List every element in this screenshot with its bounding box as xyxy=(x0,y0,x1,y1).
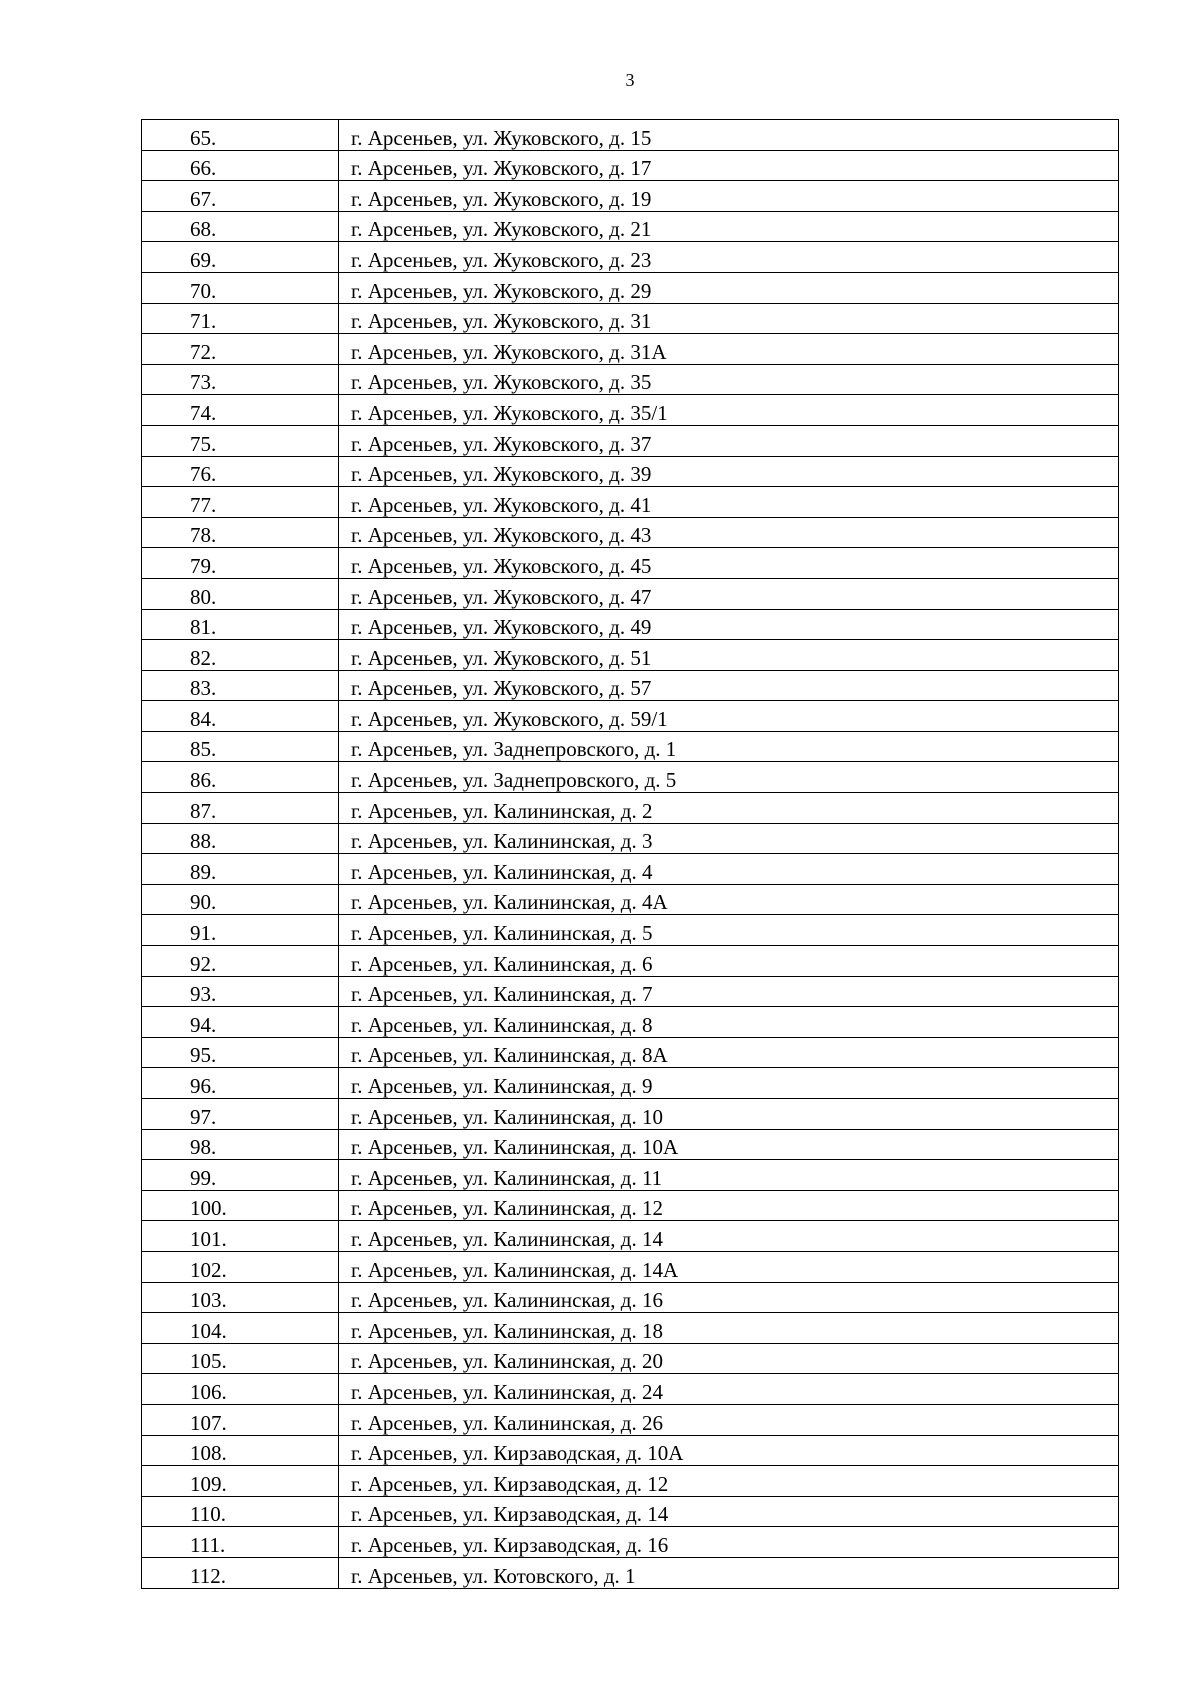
row-number: 81. xyxy=(190,615,217,640)
row-number: 107. xyxy=(190,1410,227,1435)
address-text: г. Арсеньев, ул. Калининская, д. 2 xyxy=(351,798,653,823)
row-number-cell xyxy=(142,1282,339,1313)
row-number-cell xyxy=(142,1129,339,1160)
table-row xyxy=(142,884,1119,915)
row-number-cell xyxy=(142,884,339,915)
table-row xyxy=(142,1374,1119,1405)
address-text: г. Арсеньев, ул. Жуковского, д. 41 xyxy=(351,492,652,517)
row-number: 85. xyxy=(190,737,217,762)
page-number: 3 xyxy=(625,70,635,90)
address-cell xyxy=(339,303,1119,334)
row-number: 100. xyxy=(190,1196,227,1221)
row-number: 110. xyxy=(190,1502,226,1527)
row-number: 70. xyxy=(190,278,217,303)
row-number-cell xyxy=(142,1343,339,1374)
address-cell xyxy=(339,1404,1119,1435)
row-number: 76. xyxy=(190,462,217,487)
row-number: 77. xyxy=(190,492,217,517)
table-row xyxy=(142,120,1119,151)
address-text: г. Арсеньев, ул. Жуковского, д. 39 xyxy=(351,462,652,487)
table-row xyxy=(142,1404,1119,1435)
address-cell xyxy=(339,120,1119,151)
address-cell xyxy=(339,517,1119,548)
row-number-cell xyxy=(142,272,339,303)
row-number: 98. xyxy=(190,1135,217,1160)
address-text: г. Арсеньев, ул. Калининская, д. 10А xyxy=(351,1135,679,1160)
address-cell xyxy=(339,1099,1119,1130)
table-row xyxy=(142,1099,1119,1130)
table-row xyxy=(142,487,1119,518)
row-number: 65. xyxy=(190,125,217,150)
address-text: г. Арсеньев, ул. Жуковского, д. 23 xyxy=(351,247,652,272)
address-text: г. Арсеньев, ул. Калининская, д. 3 xyxy=(351,829,653,854)
address-cell xyxy=(339,946,1119,977)
table-row xyxy=(142,1221,1119,1252)
row-number-cell xyxy=(142,303,339,334)
address-cell xyxy=(339,640,1119,671)
row-number: 90. xyxy=(190,890,217,915)
table-row xyxy=(142,242,1119,273)
row-number-cell xyxy=(142,609,339,640)
row-number-cell xyxy=(142,1404,339,1435)
table-row xyxy=(142,211,1119,242)
row-number: 106. xyxy=(190,1379,227,1404)
row-number: 94. xyxy=(190,1012,217,1037)
address-text: г. Арсеньев, ул. Кирзаводская, д. 16 xyxy=(351,1532,669,1557)
address-text: г. Арсеньев, ул. Калининская, д. 20 xyxy=(351,1349,663,1374)
row-number-cell xyxy=(142,793,339,824)
row-number: 103. xyxy=(190,1288,227,1313)
address-text: г. Арсеньев, ул. Жуковского, д. 37 xyxy=(351,431,652,456)
address-text: г. Арсеньев, ул. Жуковского, д. 59/1 xyxy=(351,706,668,731)
address-text: г. Арсеньев, ул. Жуковского, д. 51 xyxy=(351,645,652,670)
address-text: г. Арсеньев, ул. Жуковского, д. 35/1 xyxy=(351,400,668,425)
table-row xyxy=(142,701,1119,732)
row-number-cell xyxy=(142,1251,339,1282)
address-cell xyxy=(339,456,1119,487)
table-row xyxy=(142,823,1119,854)
address-text: г. Арсеньев, ул. Жуковского, д. 29 xyxy=(351,278,652,303)
row-number-cell xyxy=(142,487,339,518)
address-cell xyxy=(339,1282,1119,1313)
address-cell xyxy=(339,731,1119,762)
row-number-cell xyxy=(142,1068,339,1099)
address-cell xyxy=(339,181,1119,212)
table-row xyxy=(142,1527,1119,1558)
address-text: г. Арсеньев, ул. Жуковского, д. 17 xyxy=(351,156,652,181)
table-row xyxy=(142,456,1119,487)
row-number-cell xyxy=(142,762,339,793)
row-number-cell xyxy=(142,946,339,977)
table-row xyxy=(142,517,1119,548)
row-number-cell xyxy=(142,731,339,762)
row-number: 88. xyxy=(190,829,217,854)
row-number: 67. xyxy=(190,186,217,211)
address-text: г. Арсеньев, ул. Калининская, д. 5 xyxy=(351,921,653,946)
address-text: г. Арсеньев, ул. Калининская, д. 14А xyxy=(351,1257,679,1282)
row-number: 97. xyxy=(190,1104,217,1129)
address-cell xyxy=(339,1496,1119,1527)
table-row xyxy=(142,640,1119,671)
table-row xyxy=(142,1129,1119,1160)
row-number-cell xyxy=(142,242,339,273)
row-number: 74. xyxy=(190,400,217,425)
row-number-cell xyxy=(142,395,339,426)
address-cell xyxy=(339,1221,1119,1252)
row-number: 93. xyxy=(190,982,217,1007)
table-row xyxy=(142,946,1119,977)
address-cell xyxy=(339,1343,1119,1374)
address-cell xyxy=(339,762,1119,793)
table-row xyxy=(142,1068,1119,1099)
address-text: г. Арсеньев, ул. Жуковского, д. 21 xyxy=(351,217,652,242)
address-text: г. Арсеньев, ул. Калининская, д. 18 xyxy=(351,1318,663,1343)
address-cell xyxy=(339,701,1119,732)
address-text: г. Арсеньев, ул. Калининская, д. 8 xyxy=(351,1012,653,1037)
row-number: 78. xyxy=(190,523,217,548)
address-cell xyxy=(339,670,1119,701)
row-number-cell xyxy=(142,150,339,181)
row-number: 75. xyxy=(190,431,217,456)
row-number-cell xyxy=(142,670,339,701)
row-number: 69. xyxy=(190,247,217,272)
table-row xyxy=(142,1007,1119,1038)
row-number-cell xyxy=(142,1435,339,1466)
address-cell xyxy=(339,364,1119,395)
row-number-cell xyxy=(142,1160,339,1191)
row-number-cell xyxy=(142,915,339,946)
table-row xyxy=(142,1496,1119,1527)
row-number-cell xyxy=(142,640,339,671)
address-text: г. Арсеньев, ул. Калининская, д. 4 xyxy=(351,859,653,884)
row-number-cell xyxy=(142,1313,339,1344)
table-row xyxy=(142,762,1119,793)
row-number-cell xyxy=(142,578,339,609)
row-number: 95. xyxy=(190,1043,217,1068)
address-text: г. Арсеньев, ул. Калининская, д. 11 xyxy=(351,1165,663,1190)
address-cell xyxy=(339,884,1119,915)
address-table xyxy=(141,119,1119,1589)
row-number: 101. xyxy=(190,1226,227,1251)
address-text: г. Арсеньев, ул. Заднепровского, д. 1 xyxy=(351,737,677,762)
address-cell xyxy=(339,976,1119,1007)
address-text: г. Арсеньев, ул. Калининская, д. 26 xyxy=(351,1410,663,1435)
table-row xyxy=(142,1160,1119,1191)
address-cell xyxy=(339,823,1119,854)
row-number: 99. xyxy=(190,1165,217,1190)
table-row xyxy=(142,609,1119,640)
address-cell xyxy=(339,425,1119,456)
address-text: г. Арсеньев, ул. Жуковского, д. 49 xyxy=(351,615,652,640)
address-text: г. Арсеньев, ул. Жуковского, д. 15 xyxy=(351,125,652,150)
table-row xyxy=(142,793,1119,824)
row-number-cell xyxy=(142,364,339,395)
address-cell xyxy=(339,150,1119,181)
row-number: 73. xyxy=(190,370,217,395)
table-row xyxy=(142,272,1119,303)
table-row xyxy=(142,303,1119,334)
row-number-cell xyxy=(142,120,339,151)
row-number: 72. xyxy=(190,339,217,364)
row-number: 79. xyxy=(190,553,217,578)
address-cell xyxy=(339,1190,1119,1221)
address-cell xyxy=(339,1557,1119,1588)
table-row xyxy=(142,670,1119,701)
address-text: г. Арсеньев, ул. Жуковского, д. 31А xyxy=(351,339,667,364)
address-text: г. Арсеньев, ул. Кирзаводская, д. 10А xyxy=(351,1441,684,1466)
row-number-cell xyxy=(142,976,339,1007)
row-number-cell xyxy=(142,517,339,548)
row-number-cell xyxy=(142,1496,339,1527)
address-text: г. Арсеньев, ул. Жуковского, д. 31 xyxy=(351,309,652,334)
row-number-cell xyxy=(142,1466,339,1497)
table-row xyxy=(142,854,1119,885)
table-row xyxy=(142,181,1119,212)
address-text: г. Арсеньев, ул. Заднепровского, д. 5 xyxy=(351,768,677,793)
table-row xyxy=(142,395,1119,426)
table-row xyxy=(142,578,1119,609)
address-text: г. Арсеньев, ул. Жуковского, д. 35 xyxy=(351,370,652,395)
table-row xyxy=(142,334,1119,365)
table-row xyxy=(142,1037,1119,1068)
address-cell xyxy=(339,1129,1119,1160)
address-cell xyxy=(339,915,1119,946)
address-text: г. Арсеньев, ул. Калининская, д. 6 xyxy=(351,951,653,976)
address-cell xyxy=(339,272,1119,303)
address-cell xyxy=(339,609,1119,640)
address-text: г. Арсеньев, ул. Жуковского, д. 43 xyxy=(351,523,652,548)
row-number-cell xyxy=(142,1221,339,1252)
table-row xyxy=(142,150,1119,181)
address-cell xyxy=(339,1037,1119,1068)
address-text: г. Арсеньев, ул. Жуковского, д. 57 xyxy=(351,676,652,701)
address-text: г. Арсеньев, ул. Калининская, д. 9 xyxy=(351,1074,653,1098)
table-row xyxy=(142,1435,1119,1466)
row-number: 89. xyxy=(190,859,217,884)
row-number-cell xyxy=(142,1557,339,1588)
address-text: г. Арсеньев, ул. Калининская, д. 12 xyxy=(351,1196,663,1221)
row-number-cell xyxy=(142,701,339,732)
address-table-body xyxy=(142,120,1119,1589)
row-number: 112. xyxy=(190,1563,226,1588)
address-cell xyxy=(339,242,1119,273)
row-number-cell xyxy=(142,1037,339,1068)
table-row xyxy=(142,1466,1119,1497)
table-row xyxy=(142,1557,1119,1588)
row-number: 84. xyxy=(190,706,217,731)
row-number: 83. xyxy=(190,676,217,701)
table-row xyxy=(142,1343,1119,1374)
address-text: г. Арсеньев, ул. Жуковского, д. 47 xyxy=(351,584,652,609)
address-text: г. Арсеньев, ул. Калининская, д. 24 xyxy=(351,1379,663,1404)
row-number: 71. xyxy=(190,309,217,334)
address-cell xyxy=(339,548,1119,579)
row-number: 108. xyxy=(190,1441,227,1466)
row-number-cell xyxy=(142,1007,339,1038)
address-cell xyxy=(339,854,1119,885)
table-row xyxy=(142,915,1119,946)
row-number: 87. xyxy=(190,798,217,823)
address-text: г. Арсеньев, ул. Жуковского, д. 19 xyxy=(351,186,652,211)
address-text: г. Арсеньев, ул. Кирзаводская, д. 14 xyxy=(351,1502,669,1527)
row-number: 109. xyxy=(190,1471,227,1496)
address-cell xyxy=(339,1160,1119,1191)
table-row xyxy=(142,364,1119,395)
row-number-cell xyxy=(142,425,339,456)
table-row xyxy=(142,976,1119,1007)
address-cell xyxy=(339,487,1119,518)
row-number: 86. xyxy=(190,768,217,793)
address-cell xyxy=(339,1251,1119,1282)
row-number-cell xyxy=(142,1374,339,1405)
row-number: 91. xyxy=(190,921,217,946)
row-number-cell xyxy=(142,1190,339,1221)
row-number-cell xyxy=(142,823,339,854)
row-number: 111. xyxy=(190,1532,226,1557)
table-row xyxy=(142,1313,1119,1344)
address-cell xyxy=(339,334,1119,365)
row-number: 102. xyxy=(190,1257,227,1282)
table-row xyxy=(142,1282,1119,1313)
address-text: г. Арсеньев, ул. Калининская, д. 14 xyxy=(351,1226,663,1251)
address-cell xyxy=(339,1313,1119,1344)
row-number-cell xyxy=(142,1527,339,1558)
address-cell xyxy=(339,1527,1119,1558)
address-cell xyxy=(339,1435,1119,1466)
row-number: 92. xyxy=(190,951,217,976)
row-number-cell xyxy=(142,334,339,365)
address-cell xyxy=(339,1068,1119,1099)
row-number-cell xyxy=(142,456,339,487)
address-cell xyxy=(339,1374,1119,1405)
table-row xyxy=(142,1251,1119,1282)
table-row xyxy=(142,548,1119,579)
address-text: г. Арсеньев, ул. Жуковского, д. 45 xyxy=(351,553,652,578)
address-text: г. Арсеньев, ул. Кирзаводская, д. 12 xyxy=(351,1471,669,1496)
row-number-cell xyxy=(142,548,339,579)
table-row xyxy=(142,1190,1119,1221)
address-cell xyxy=(339,1466,1119,1497)
row-number-cell xyxy=(142,1099,339,1130)
address-text: г. Арсеньев, ул. Калининская, д. 7 xyxy=(351,982,653,1007)
row-number-cell xyxy=(142,854,339,885)
address-text: г. Арсеньев, ул. Калининская, д. 4А xyxy=(351,890,668,915)
row-number: 68. xyxy=(190,217,217,242)
row-number: 82. xyxy=(190,645,217,670)
address-cell xyxy=(339,793,1119,824)
row-number-cell xyxy=(142,211,339,242)
address-cell xyxy=(339,578,1119,609)
table-row xyxy=(142,731,1119,762)
row-number: 96. xyxy=(190,1074,217,1098)
address-cell xyxy=(339,1007,1119,1038)
row-number: 66. xyxy=(190,156,217,181)
table-row xyxy=(142,425,1119,456)
address-text: г. Арсеньев, ул. Калининская, д. 16 xyxy=(351,1288,663,1313)
address-text: г. Арсеньев, ул. Котовского, д. 1 xyxy=(351,1563,636,1588)
row-number-cell xyxy=(142,181,339,212)
address-text: г. Арсеньев, ул. Калининская, д. 8А xyxy=(351,1043,668,1068)
address-text: г. Арсеньев, ул. Калининская, д. 10 xyxy=(351,1104,663,1129)
address-cell xyxy=(339,211,1119,242)
address-cell xyxy=(339,395,1119,426)
row-number: 105. xyxy=(190,1349,227,1374)
row-number: 104. xyxy=(190,1318,227,1343)
row-number: 80. xyxy=(190,584,217,609)
